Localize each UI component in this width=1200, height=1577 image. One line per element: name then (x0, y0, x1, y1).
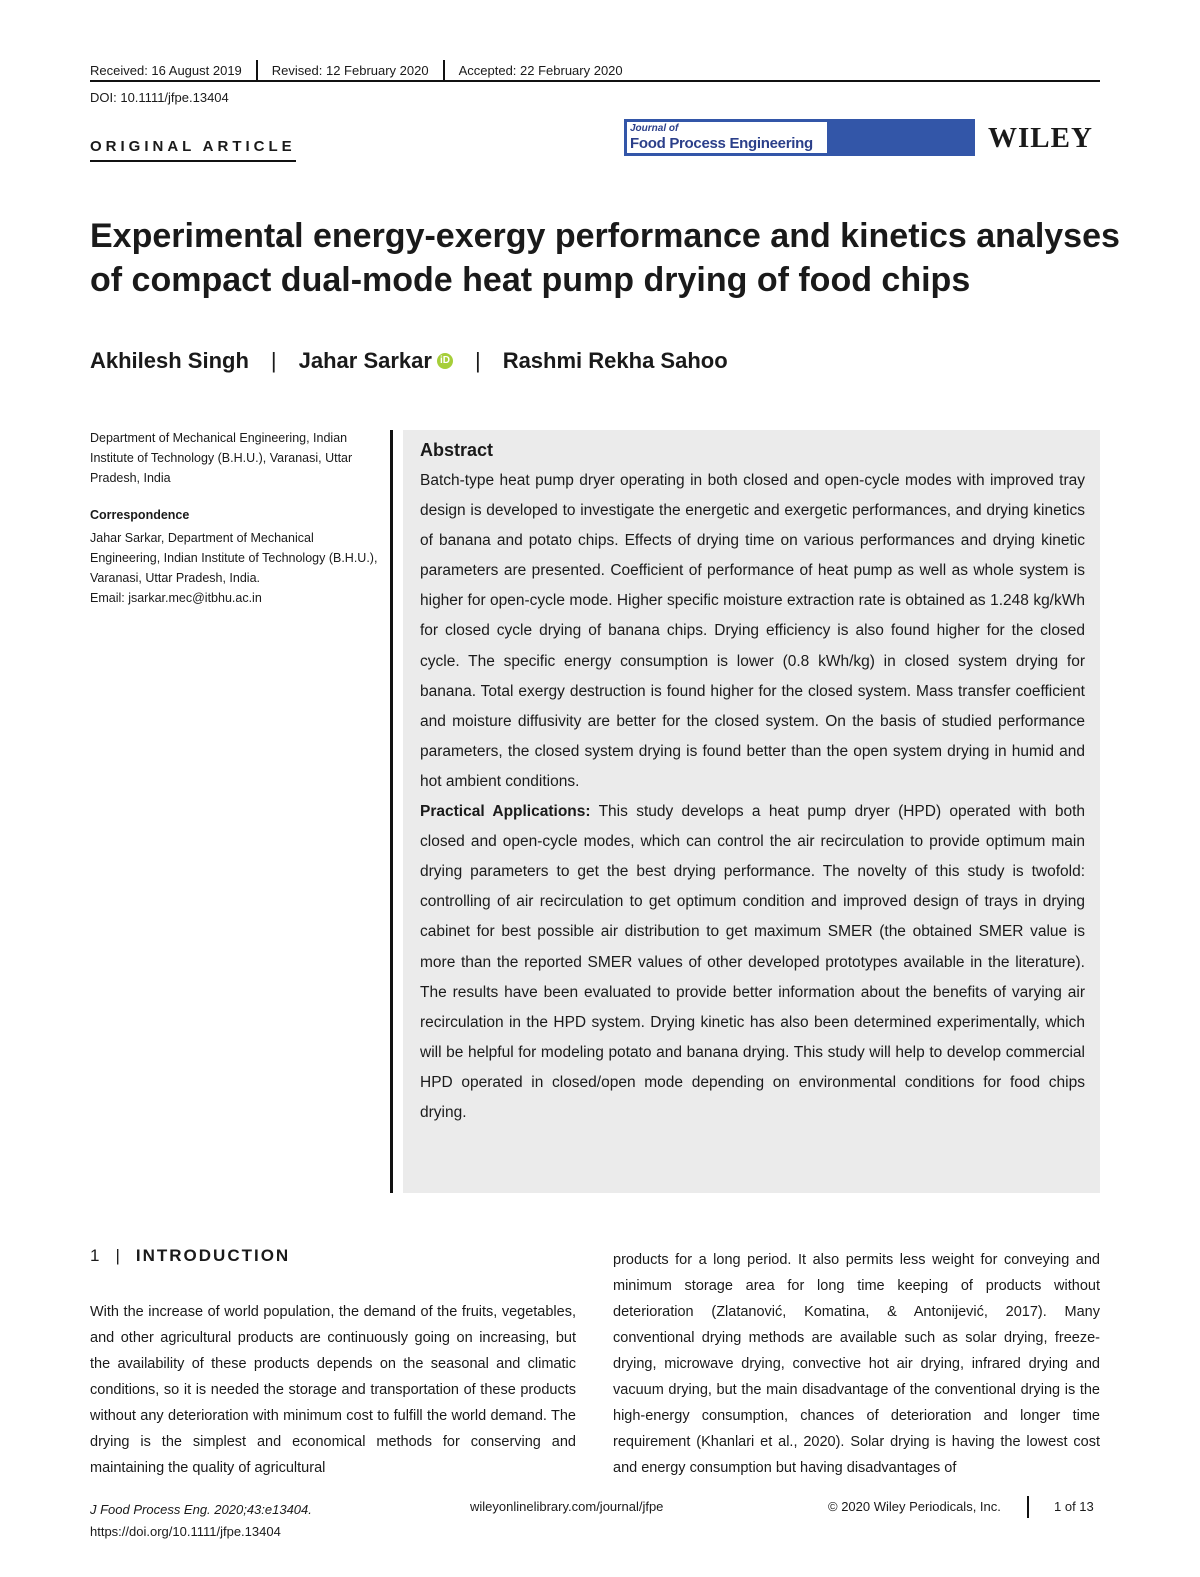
practical-applications-label: Practical Applications: (420, 803, 591, 821)
article-dates (90, 60, 623, 80)
page-number: 1 of 13 (1054, 1499, 1094, 1514)
article-title: Experimental energy-exergy performance and kinetics analyses of compact dual-mode heat pump drying of food chips (90, 217, 1120, 299)
footer-website[interactable]: wileyonlinelibrary.com/journal/jfpe (470, 1499, 664, 1514)
abstract-text: Batch-type heat pump dryer operating in both closed and open-cycle modes with improved tray design is developed to investigate the energetic and exergetic performances, and drying kinetics of banana and potato chips. Effects of drying time on various performances and drying kinetic parameters are presented. Coefficient of performance of heat pump as well as whole system is higher for open-cycle mode. Higher specific moisture extraction rate is obtained as 1.248 kg/kWh for closed cycle drying of banana chips. Drying efficiency is also found higher for the closed cycle. The specific energy consumption is lower (0.8 kWh/kg) in closed system drying for banana. Total exergy destruction is found higher for the closed system. Mass transfer coefficient and moisture diffusivity are better for the closed system. On the basis of studied performance parameters, the closed system drying is found better than the open system drying in humid and hot ambient conditions. (420, 472, 1085, 790)
orcid-icon[interactable]: iD (437, 353, 453, 369)
correspondence-text: Jahar Sarkar, Department of Mechanical Engineering, Indian Institute of Technology (B.H.U.), Varanasi, Uttar Pradesh, India. (90, 531, 378, 585)
journal-logo-small: Journal of (630, 123, 679, 134)
date-divider (443, 60, 445, 80)
author-name[interactable]: Jahar Sarkar (298, 348, 432, 373)
doi[interactable]: DOI: 10.1111/jfpe.13404 (90, 90, 229, 105)
section-number: 1 (90, 1246, 100, 1265)
footer-citation-block (90, 1499, 312, 1543)
journal-logo (624, 119, 975, 156)
section-heading (90, 1246, 290, 1266)
author-name[interactable]: Rashmi Rekha Sahoo (502, 348, 728, 373)
abstract-rule (390, 430, 393, 1193)
journal-logo-name: Food Process Engineering (630, 135, 813, 152)
affiliation: Department of Mechanical Engineering, Indian Institute of Technology (B.H.U.), Varanasi, Uttar Pradesh, India (90, 431, 353, 485)
abstract-body (420, 466, 1085, 1128)
author-separator: | (270, 348, 277, 373)
body-column-right: products for a long period. It also permits less weight for conveying and minimum storage area for long time keeping of products without deterioration (Zlatanović, Komatina, & Antonijević, 2017). Many conventional drying methods are available such as solar drying, freeze-drying, microwave drying, convective hot air drying, infrared drying and vacuum drying, but the main disadvantage of the conventional drying is the high-energy consumption, chances of deterioration and longer time requirement (Khanlari et al., 2020). Solar drying is having the lowest cost and energy consumption but having disadvantages of (613, 1252, 1100, 1476)
footer-divider (1027, 1496, 1029, 1518)
date-divider (256, 60, 258, 80)
author-name[interactable]: Akhilesh Singh (90, 348, 249, 373)
journal-logo-box (627, 122, 827, 153)
section-title: INTRODUCTION (135, 1246, 291, 1265)
correspondence-email[interactable]: Email: jsarkar.mec@itbhu.ac.in (90, 591, 262, 605)
header-rule (90, 80, 1100, 82)
author-list (90, 348, 728, 374)
publisher-logo: WILEY (988, 122, 1093, 154)
accepted-date: Accepted: 22 February 2020 (458, 62, 623, 78)
footer-citation: J Food Process Eng. 2020;43:e13404. (90, 1502, 312, 1517)
body-column-left: With the increase of world population, the demand of the fruits, vegetables, and other agricultural products are continuously going on increasing, but the availability of these products depends on the seasonal and climatic conditions, so it is needed the storage and transportation of these products without any deterioration with minimum cost to fulfill the world demand. The drying is the simplest and economical methods for conserving and maintaining the quality of agricultural (90, 1304, 576, 1476)
correspondence-block (90, 528, 380, 608)
article-type: ORIGINAL ARTICLE (90, 138, 296, 162)
practical-applications-text: This study develops a heat pump dryer (HPD) operated with both closed and open-cycle modes, which can control the air recirculation to provide optimum main drying parameters to get the best drying performance. The novelty of this study is twofold: controlling of air recirculation to get optimum condition and improved design of trays in drying cabinet for best possible air distribution to get maximum SMER (the obtained SMER value is more than the reported SMER values of other developed prototypes available in the literature). The results have been evaluated to provide better information about the benefits of varying air recirculation in the HPD system. Drying kinetic has also been determined experimentally, which will be helpful for modeling potato and banana drying. This study will help to develop commercial HPD operated in closed/open mode depending on environmental conditions for food chips drying. (420, 803, 1085, 1121)
section-separator: | (115, 1246, 120, 1265)
received-date: Received: 16 August 2019 (90, 62, 242, 78)
correspondence-heading: Correspondence (90, 508, 190, 522)
author-separator: | (474, 348, 481, 373)
footer-copyright: © 2020 Wiley Periodicals, Inc. (828, 1499, 1001, 1514)
abstract-heading: Abstract (420, 440, 494, 460)
footer-doi-link[interactable]: https://doi.org/10.1111/jfpe.13404 (90, 1524, 281, 1539)
revised-date: Revised: 12 February 2020 (271, 62, 429, 78)
